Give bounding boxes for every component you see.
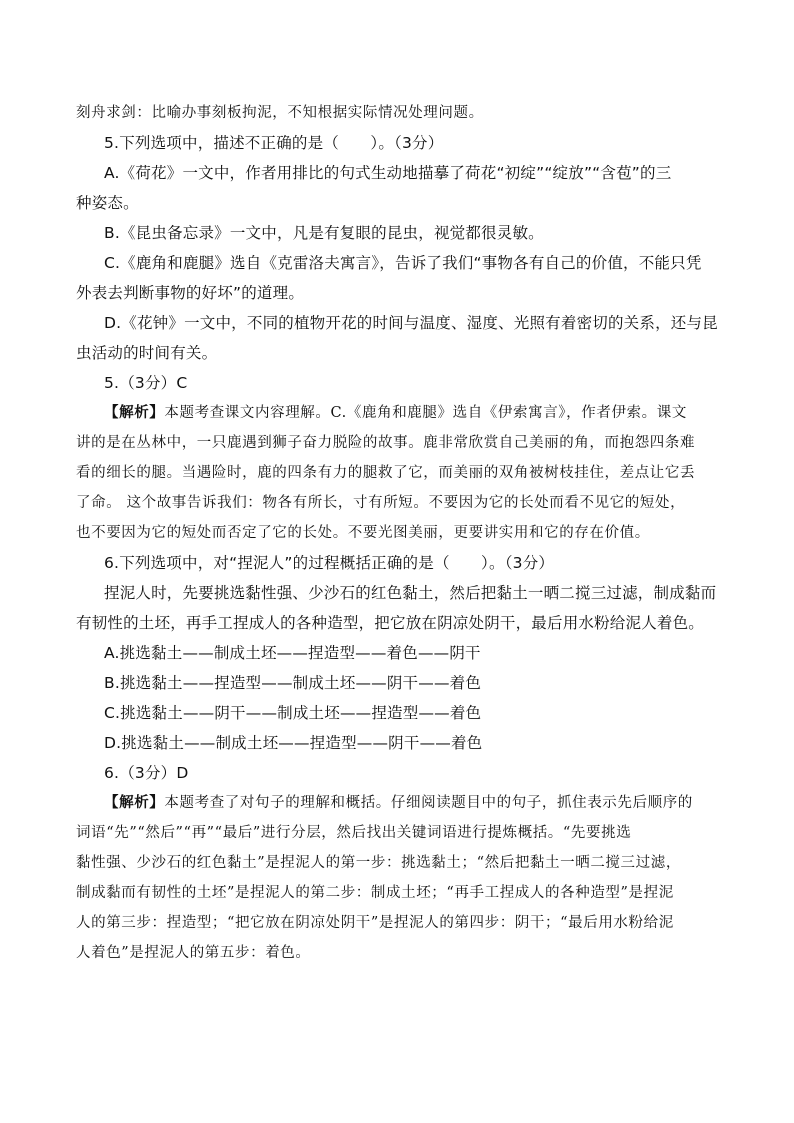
q6-option-d: D.挑选黏土——制成土坯——捏造型——阴干——着色 [104, 734, 483, 752]
q6-analysis-text1: 本题考查了对句子的理解和概括。仔细阅读题目中的句子，抓住表示先后顺序的 [164, 795, 693, 811]
q5-analysis-tag: 【解析】 [104, 404, 165, 421]
q6-analysis-line6: 人着色”是捏泥人的第五步：着色。 [76, 945, 311, 961]
q6-analysis-line3: 黏性强、少沙石的红色黏土”是捏泥人的第一步：挑选黏土；“然后把黏土一晒二搅三过滤， [76, 855, 681, 871]
q6-stem: 6.下列选项中，对“捏泥人”的过程概括正确的是（ ）。（3分） [104, 554, 555, 572]
q5-analysis-line3: 看的细长的腿。当遇险时，鹿的四条有力的腿救了它，而美丽的双角被树枝挂住，差点让它丢 [76, 465, 696, 481]
q5-answer: 5.（3分）C [104, 374, 188, 392]
idiom-definition: 刻舟求剑：比喻办事刻板拘泥，不知根据实际情况处理问题。 [76, 105, 484, 121]
q6-passage-line1: 捏泥人时，先要挑选黏性强、少沙石的红色黏土，然后把黏土一晒二搅三过滤，制成黏而 [104, 584, 717, 602]
q6-passage-line2: 有韧性的土坯，再手工捏成人的各种造型，把它放在阴凉处阴干，最后用水粉给泥人着色。 [76, 614, 705, 632]
q6-analysis-line1 [76, 788, 716, 818]
q5-analysis-line1 [76, 398, 716, 428]
q5-stem: 5.下列选项中，描述不正确的是（ ）。（3分） [104, 134, 444, 152]
q5-analysis-text1: 本题考查课文内容理解。C.《鹿角和鹿腿》选自《伊索寓言》，作者伊索。课文 [164, 405, 687, 421]
q5-option-c-line1: C.《鹿角和鹿腿》选自《克雷洛夫寓言》，告诉了我们“事物各有自己的价值，不能只凭 [104, 254, 702, 272]
q5-option-d-line1: D.《花钟》一文中，不同的植物开花的时间与温度、湿度、光照有着密切的关系，还与昆 [104, 314, 718, 332]
q6-analysis-tag: 【解析】 [104, 794, 165, 811]
q6-option-a: A.挑选黏土——制成土坯——捏造型——着色——阴干 [104, 644, 481, 662]
q6-answer: 6.（3分）D [104, 764, 189, 782]
q6-analysis-line2: 词语“先”“然后”“再”“最后”进行分层，然后找出关键词语进行提炼概括。“先要挑选 [76, 825, 632, 841]
q5-option-c-line2: 外表去判断事物的好坏”的道理。 [76, 284, 305, 302]
q6-analysis-line4: 制成黏而有韧性的土坯”是捏泥人的第二步：制成土坯；“再手工捏成人的各种造型”是捏泥 [76, 885, 674, 901]
q5-analysis-line2: 讲的是在丛林中，一只鹿遇到狮子奋力脱险的故事。鹿非常欣赏自己美丽的角，而抱怨四条难 [76, 435, 696, 451]
q5-option-b: B.《昆虫备忘录》一文中，凡是有复眼的昆虫，视觉都很灵敏。 [104, 224, 544, 242]
q5-analysis-line4: 了命。 这个故事告诉我们：物各有所长，寸有所短。不要因为它的长处而看不见它的短处， [76, 495, 686, 511]
document-page [76, 98, 716, 968]
q5-analysis-line5: 也不要因为它的短处而否定了它的长处。不要光图美丽，更要讲实用和它的存在价值。 [76, 525, 650, 541]
q6-option-c: C.挑选黏土——阴干——制成土坯——捏造型——着色 [104, 704, 482, 722]
q5-option-a-line1: A.《荷花》一文中，作者用排比的句式生动地描摹了荷花“初绽”“绽放”“含苞”的三 [104, 164, 672, 182]
q5-option-a-line2: 种姿态。 [76, 194, 139, 212]
q5-option-d-line2: 虫活动的时间有关。 [76, 344, 218, 362]
q6-analysis-line5: 人的第三步：捏造型；“把它放在阴凉处阴干”是捏泥人的第四步：阴干；“最后用水粉给泥 [76, 915, 674, 931]
q6-option-b: B.挑选黏土——捏造型——制成土坯——阴干——着色 [104, 674, 482, 692]
